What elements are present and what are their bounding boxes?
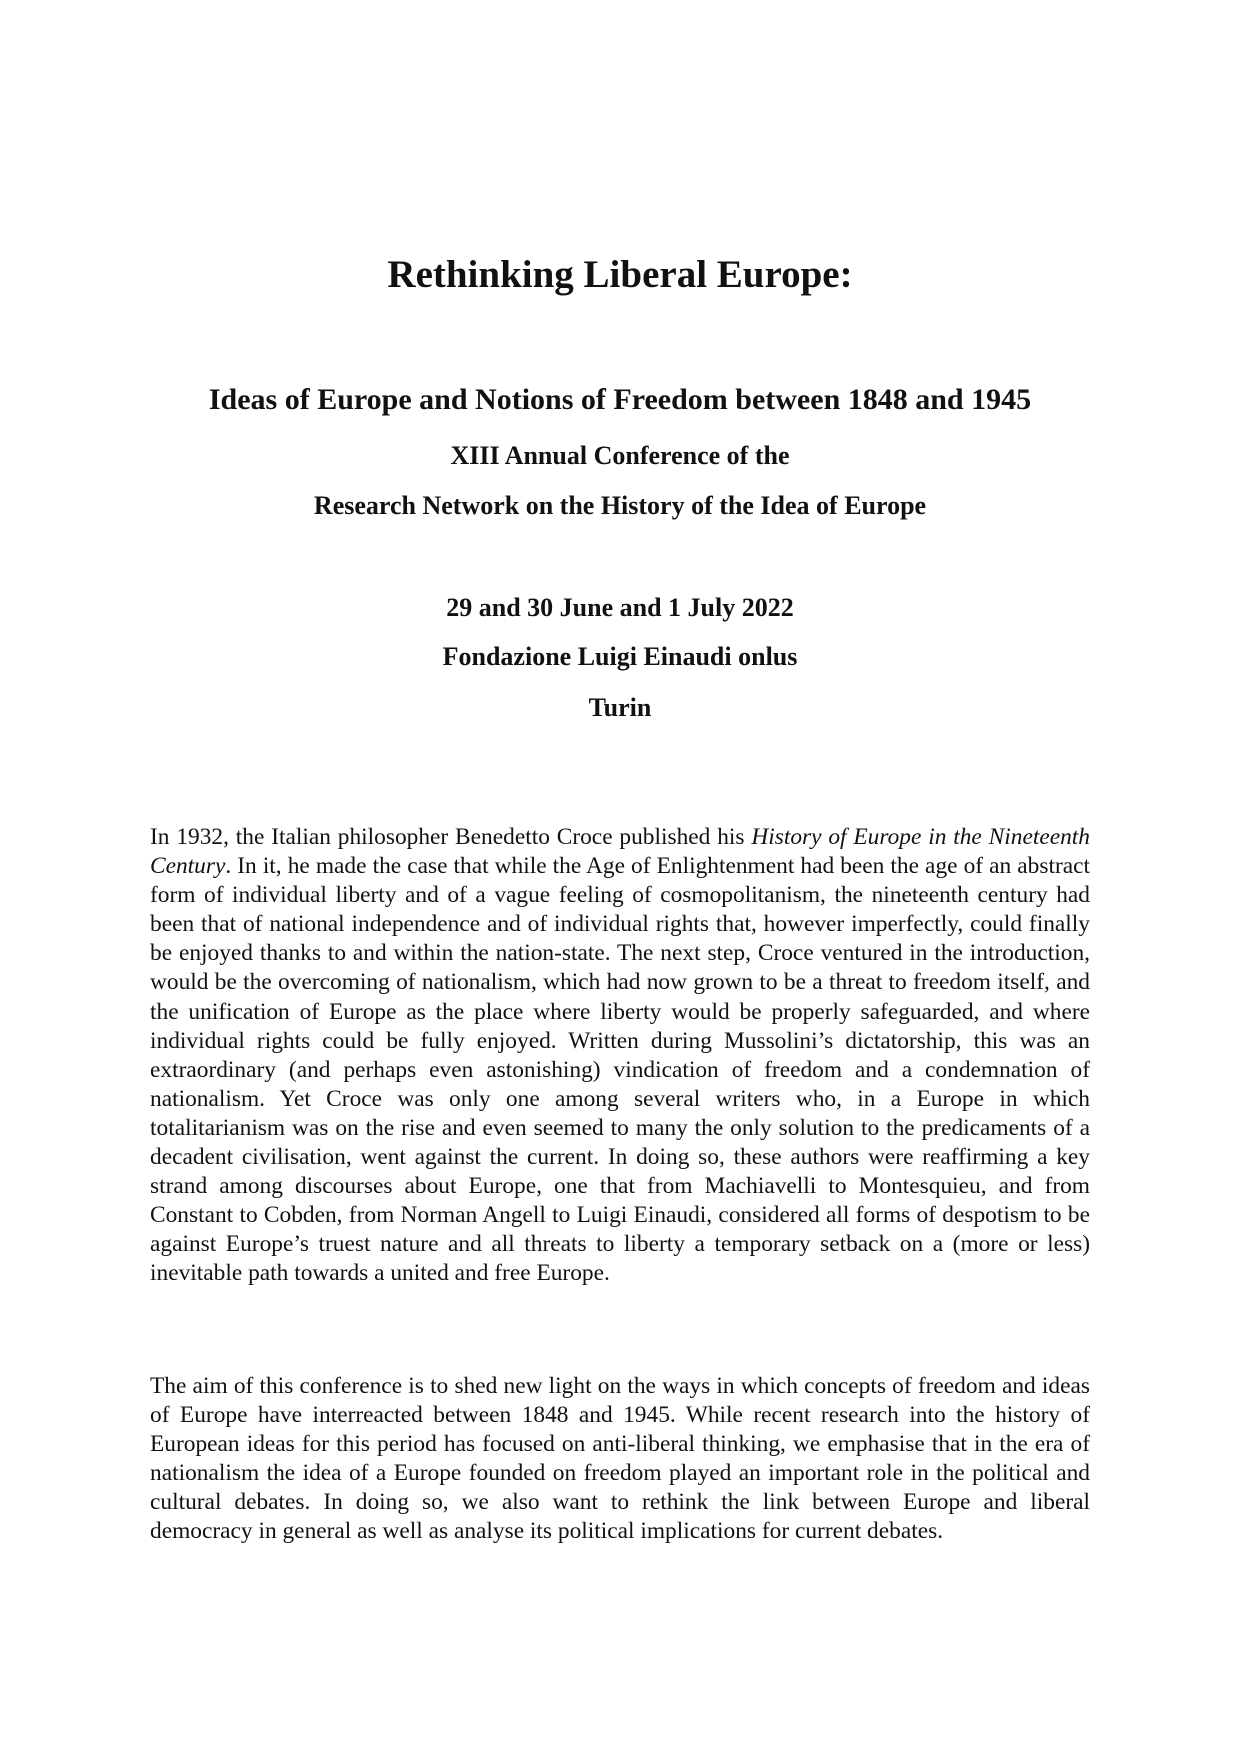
paragraph-1-lead: In 1932, the Italian philosopher Benedetto Croce published his xyxy=(150,824,752,850)
conference-city: Turin xyxy=(588,693,652,722)
conference-line-1: XIII Annual Conference of the xyxy=(450,441,790,470)
conference-line-2: Research Network on the History of the Idea of Europe xyxy=(313,491,927,520)
body-paragraph-2: The aim of this conference is to shed new light on the ways in which concepts of freedom and ideas of Europe have interreacted between 1848 and 1945. While recent research into the history of European ideas for this period has focused on anti-liberal thinking, we emphasise that in the era of nationalism the idea of a Europe founded on freedom played an important role in the political and cultural debates. In doing so, we also want to rethink the link between Europe and liberal democracy in general as well as analyse its political implications for current debates. xyxy=(150,1373,1090,1545)
book-title: History of Europe in the Nineteenth Century xyxy=(150,824,1090,880)
body-paragraph-1 xyxy=(150,823,1090,1289)
page-subtitle: Ideas of Europe and Notions of Freedom between 1848 and 1945 xyxy=(208,383,1032,416)
paragraph-1-rest: . In it, he made the case that while the Age of Enlightenment had been the age of an abstract form of individual liberty and of a vague feeling of cosmopolitanism, the nineteenth century had been that of national independence and of individual rights that, however imperfectly, could finally be enjoyed thanks to and within the nation-state. The next step, Croce ventured in the introduction, would be the overcoming of nationalism, which had now grown to be a threat to freedom itself, and the unification of Europe as the place where liberty would be properly safeguarded, and where individual rights could be fully enjoyed. Written during Mussolini’s dictatorship, this was an extraordinary (and perhaps even astonishing) vindication of freedom and a condemnation of nationalism. Yet Croce was only one among several writers who, in a Europe in which totalitarianism was on the rise and even seemed to many the only solution to the predicaments of a decadent civilisation, went against the current. In doing so, these authors were reaffirming a key strand among discourses about Europe, one that from Machiavelli to Montesquieu, and from Constant to Cobden, from Norman Angell to Luigi Einaudi, considered all forms of despotism to be against Europe’s truest nature and all threats to liberty a temporary setback on a (more or less) inevitable path towards a united and free Europe. xyxy=(150,853,1090,1287)
page-title: Rethinking Liberal Europe: xyxy=(387,253,853,296)
conference-date: 29 and 30 June and 1 July 2022 xyxy=(446,593,794,622)
conference-venue: Fondazione Luigi Einaudi onlus xyxy=(442,642,798,671)
